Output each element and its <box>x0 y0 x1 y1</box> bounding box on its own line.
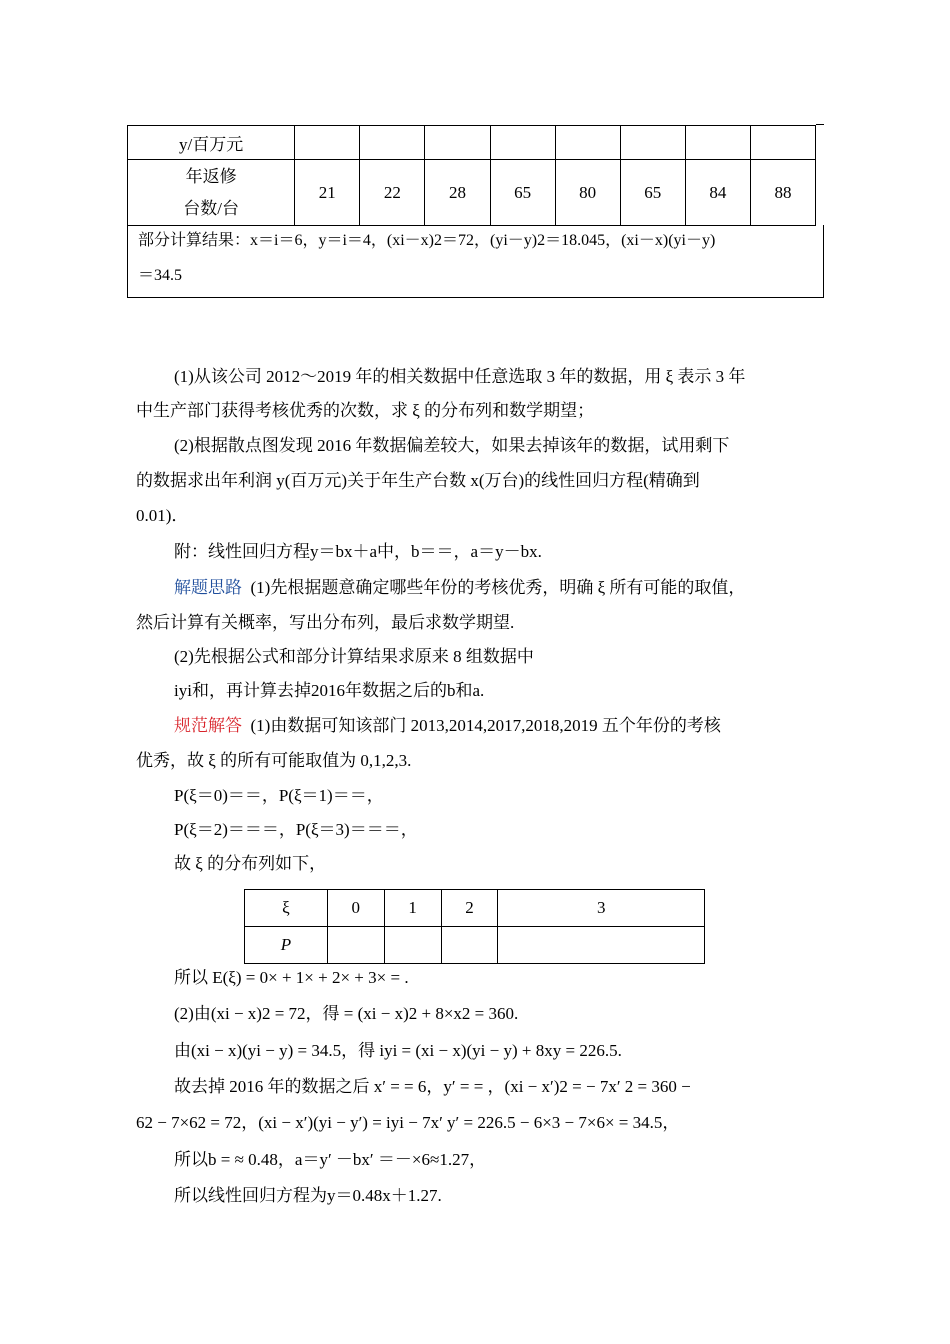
row-label-profit: y/百万元 <box>128 126 295 160</box>
cell: 0 <box>327 890 384 927</box>
table-row <box>128 160 816 226</box>
distribution-intro: 故 ξ 的分布列如下， <box>174 854 327 873</box>
table-row <box>128 126 816 160</box>
note-line-1: 部分计算结果：x＝i＝6，y＝i＝4，(xi－x)2＝72，(yi－y)2＝18.045，(xi－x)(yi－y) <box>138 232 716 249</box>
question-1-line-1: (1)从该公司 2012～2019 年的相关数据中任意选取 3 年的数据，用 ξ 表示 3 年 <box>174 367 746 386</box>
probability-line-2: P(ξ＝2)＝＝＝，P(ξ＝3)＝＝＝， <box>174 820 418 839</box>
cell: 3 <box>498 890 705 927</box>
question-2-line-2: 的数据求出年利润 y(百万元)关于年生产台数 x(万台)的线性回归方程(精确到 <box>136 471 700 490</box>
cell: ξ <box>245 890 328 927</box>
idea-line-4: iyi和，再计算去掉2016年数据之后的b和a. <box>174 681 485 700</box>
idea-line-1: 解题思路 (1)先根据题意确定哪些年份的考核优秀，明确 ξ 所有可能的取值， <box>174 578 746 597</box>
table-row <box>245 927 705 964</box>
solution-2-line-2: 由(xi − x)(yi − y) = 34.5，得 iyi = (xi − x)(yi − y) + 8xy = 226.5. <box>174 1041 622 1060</box>
cell: P <box>245 927 328 964</box>
expectation-line: 所以 E(ξ) = 0× + 1× + 2× + 3× = . <box>174 968 409 987</box>
calculation-note-box <box>127 225 824 298</box>
solution-line-2: 优秀，故 ξ 的所有可能取值为 0,1,2,3. <box>136 751 412 770</box>
cell: 65 <box>490 160 555 226</box>
solution-label: 规范解答 <box>174 716 242 735</box>
cell: 1 <box>384 890 441 927</box>
cell: 21 <box>295 160 360 226</box>
table-corner-mark <box>816 124 824 125</box>
cell: 84 <box>685 160 750 226</box>
table-row <box>245 890 705 927</box>
cell: 65 <box>620 160 685 226</box>
row-label-returns: 年返修 台数/台 <box>128 160 295 226</box>
distribution-table <box>244 889 705 964</box>
note-line-2: ＝34.5 <box>138 267 183 284</box>
solution-2-line-3: 故去掉 2016 年的数据之后 x′ = = 6，y′ = = ，(xi − x′)2 = − 7x′ 2 = 360 − <box>174 1077 691 1096</box>
question-1-line-2: 中生产部门获得考核优秀的次数，求 ξ 的分布列和数学期望； <box>136 401 595 420</box>
idea-line-2: 然后计算有关概率，写出分布列，最后求数学期望. <box>136 613 515 632</box>
cell: 80 <box>555 160 620 226</box>
cell: 2 <box>441 890 498 927</box>
question-2-line-3: 0.01)． <box>136 506 189 525</box>
idea-line-3: (2)先根据公式和部分计算结果求原来 8 组数据中 <box>174 647 534 666</box>
solution-2-line-5: 所以b = ≈ 0.48，a＝y′ －bx′ ＝－×6≈1.27， <box>174 1150 487 1169</box>
cell: 88 <box>750 160 815 226</box>
cell: 22 <box>360 160 425 226</box>
data-table <box>127 125 816 226</box>
solution-2-line-1: (2)由(xi − x)2 = 72，得 = (xi − x)2 + 8×x2 = 360. <box>174 1004 519 1023</box>
solution-2-line-4: 62 − 7×62 = 72，(xi − x′)(yi − y′) = iyi − 7x′ y′ = 226.5 − 6×3 − 7×6× = 34.5， <box>136 1113 680 1132</box>
appendix-formula: 附：线性回归方程y＝bx＋a中，b＝＝，a＝y－bx. <box>174 542 542 561</box>
probability-line-1: P(ξ＝0)＝＝，P(ξ＝1)＝＝， <box>174 786 384 805</box>
solution-2-line-6: 所以线性回归方程为y＝0.48x＋1.27. <box>174 1186 442 1205</box>
cell: 28 <box>425 160 490 226</box>
idea-label: 解题思路 <box>174 578 242 597</box>
solution-line-1: 规范解答 (1)由数据可知该部门 2013,2014,2017,2018,2019 五个年份的考核 <box>174 716 721 735</box>
question-2-line-1: (2)根据散点图发现 2016 年数据偏差较大，如果去掉该年的数据，试用剩下 <box>174 436 730 455</box>
